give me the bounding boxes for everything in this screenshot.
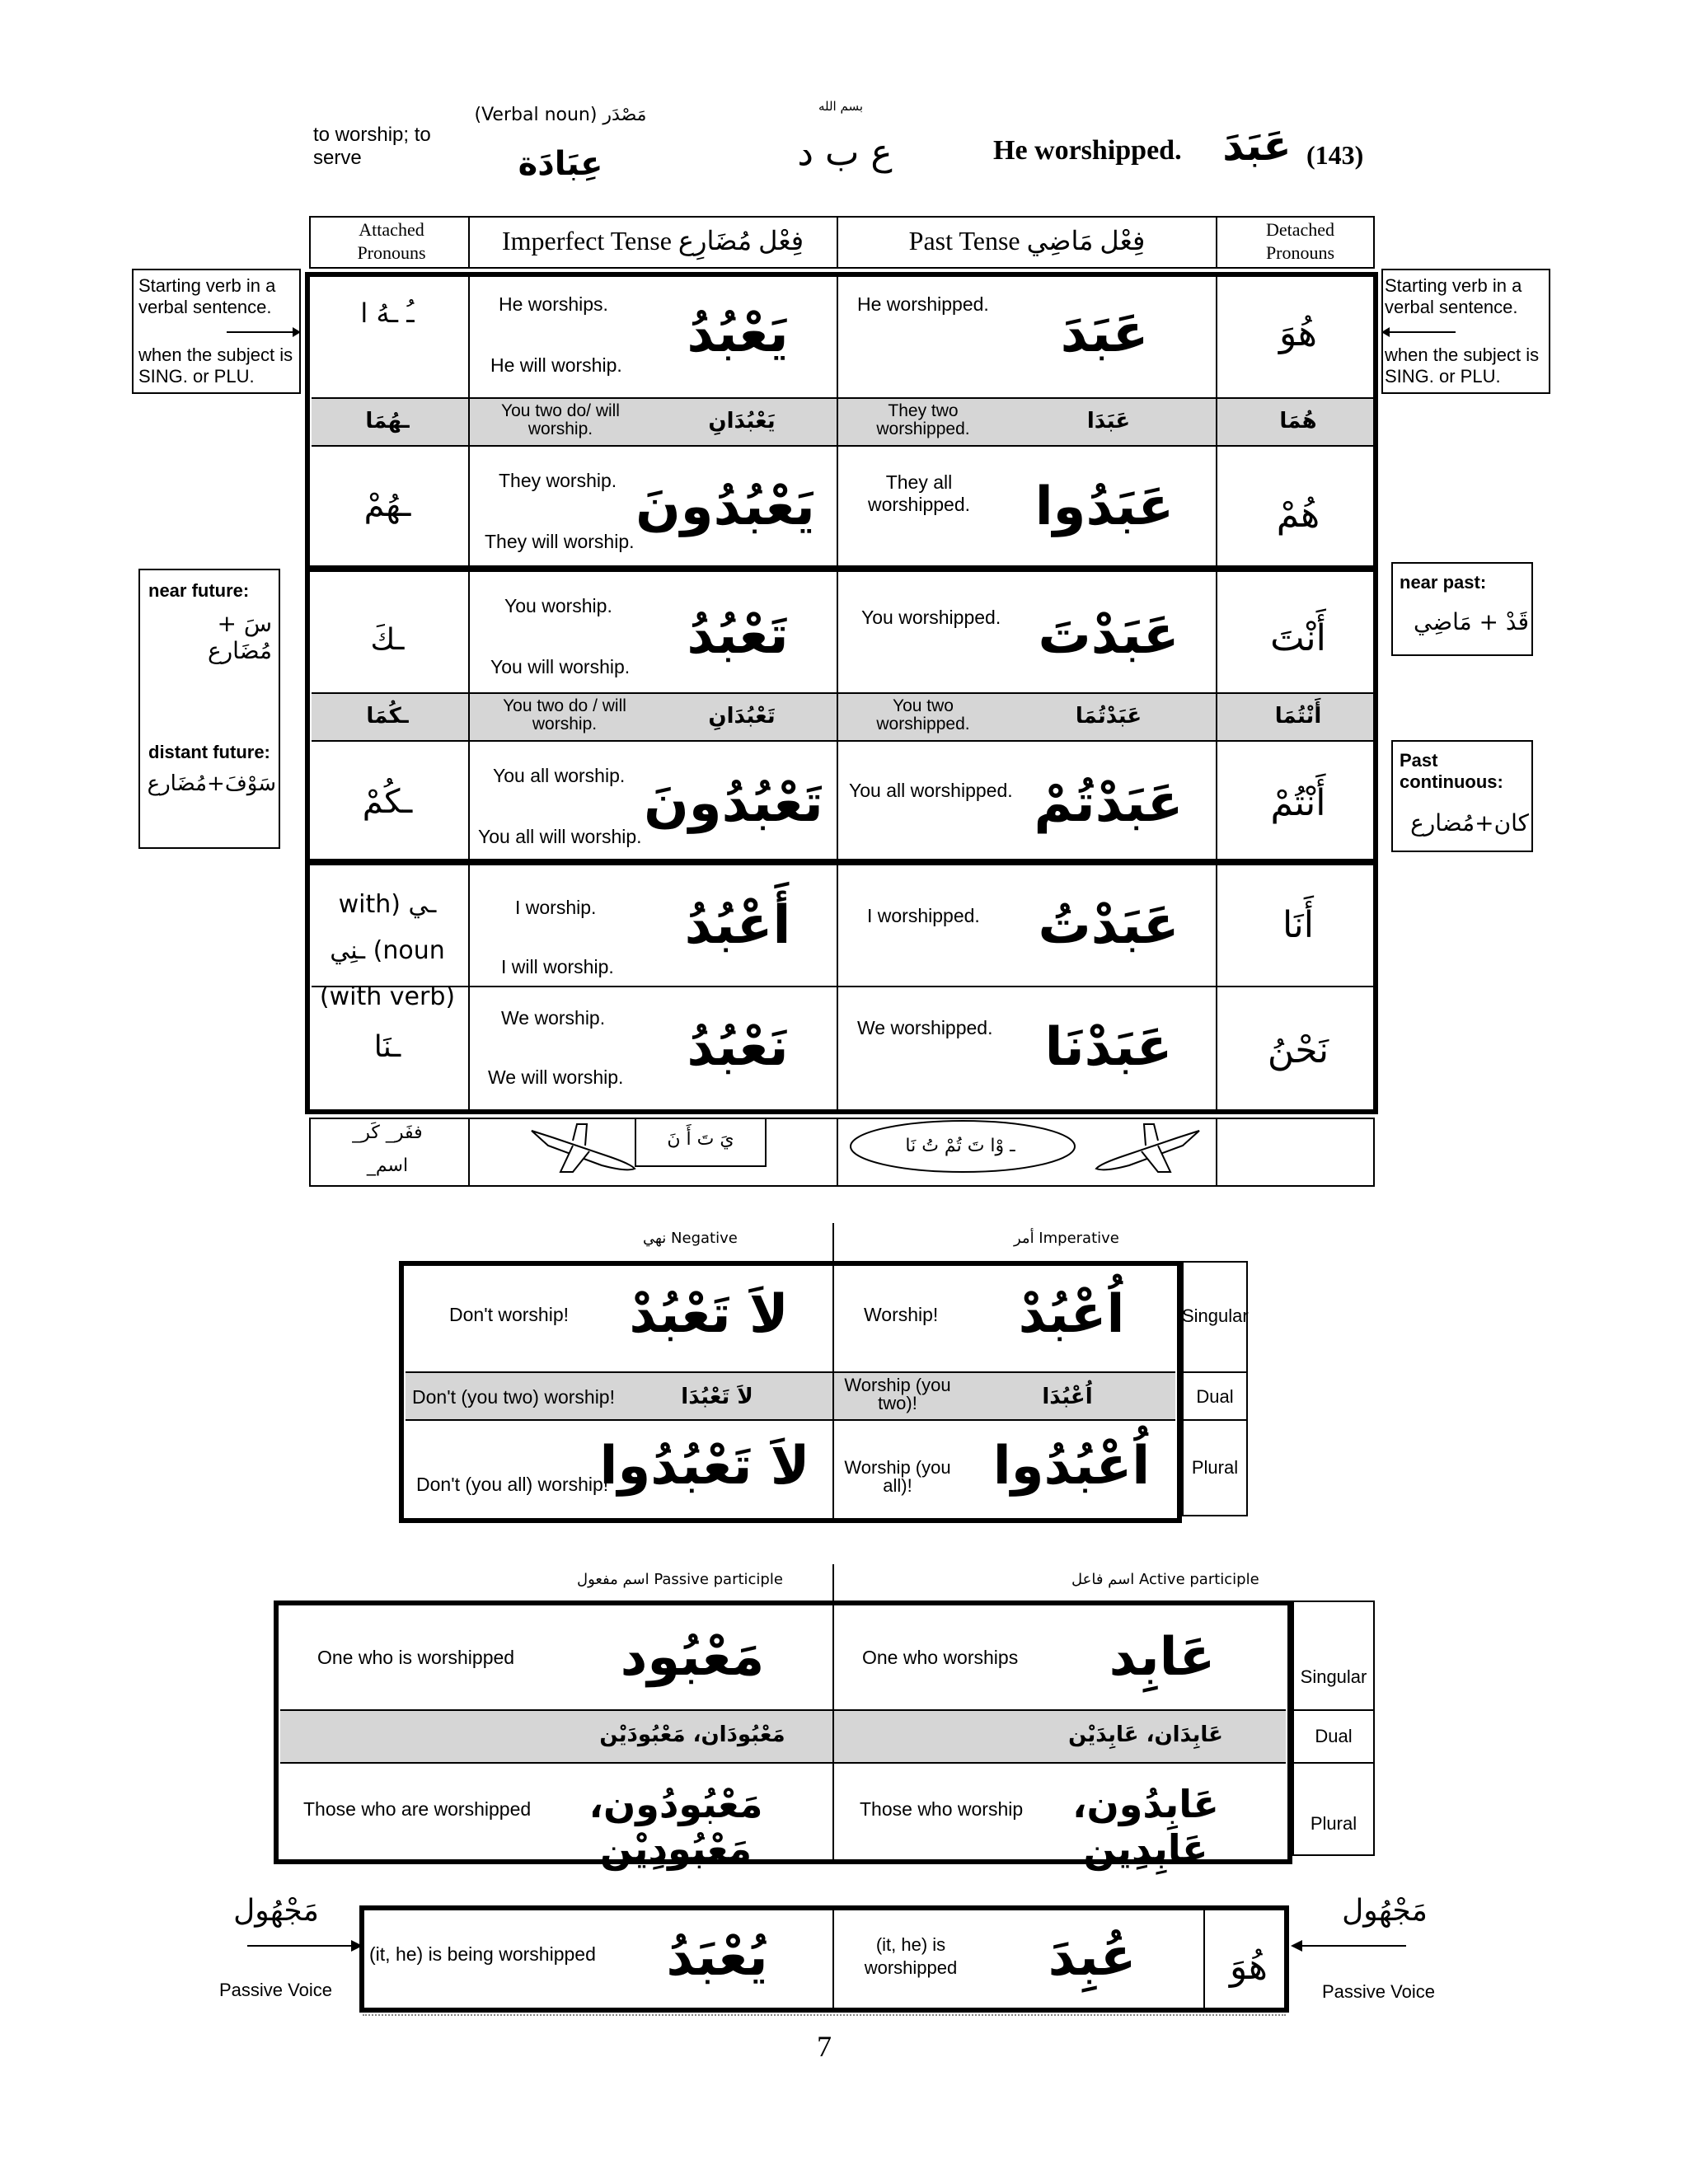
detached-nahnu: نَحْنُ xyxy=(1267,1029,1329,1071)
imp-en-c: Worship (you all)! xyxy=(844,1457,951,1496)
act-ar-2: عَابِدَان، عَابِدَيْن xyxy=(1068,1722,1223,1747)
imp-en-2: You two do/ will worship. xyxy=(501,401,620,438)
near-future-formula: سَ + مُضَارع xyxy=(207,610,272,664)
pas-en-3: Those who are worshipped xyxy=(303,1798,532,1820)
note-right-top-line2: when the subject is SING. or PLU. xyxy=(1385,344,1540,387)
detached-antum: أَنْتُمْ xyxy=(1270,782,1326,824)
passive-right-label-ar: مَجْهُول xyxy=(1342,1894,1428,1928)
imp-ar-c: اُعْبُدُوا xyxy=(992,1436,1151,1497)
past-en-6: You all worshipped. xyxy=(849,780,1013,801)
note-left-top-line2: when the subject is SING. or PLU. xyxy=(138,344,293,387)
past-ar-6: عَبَدْتُمْ xyxy=(1034,773,1184,834)
imp-en-3b: They will worship. xyxy=(485,531,635,552)
pas-ar-3: مَعْبُودُون، مَعْبُودِيْن xyxy=(588,1782,763,1871)
neg-en-3: Don't (you all) worship! xyxy=(416,1474,609,1495)
passive-arrow-icon xyxy=(247,1940,363,1952)
num-dual: Dual xyxy=(1196,1386,1234,1407)
past-en-3: They all worshipped. xyxy=(867,471,971,515)
past-en-2: They two worshipped. xyxy=(876,401,970,438)
imp-ar-7: أَعْبُدُ xyxy=(684,895,791,956)
root-letters: ع ب د xyxy=(797,132,893,174)
pas-ar-1: مَعْبُود xyxy=(620,1627,765,1688)
strip-left-b: اسم_ xyxy=(366,1155,409,1176)
act-en-3: Those who worship xyxy=(860,1798,1024,1820)
imp-en-7: I worship. xyxy=(515,897,597,918)
passive-imp-ar: يُعْبَدُ xyxy=(666,1927,768,1988)
detached-antuma: أَنْتُمَا xyxy=(1274,704,1322,729)
passive-past-ar: عُبِدَ xyxy=(1048,1927,1137,1988)
near-past-formula: قَدْ + مَاضِي xyxy=(1414,608,1529,635)
past-en-7: I worshipped. xyxy=(867,905,980,926)
past-ar-3: عَبَدُوا xyxy=(1034,476,1175,537)
past-ar-5: عَبَدْتُمَا xyxy=(1075,704,1142,729)
past-ar-8: عَبَدْنَا xyxy=(1044,1017,1173,1078)
conjugation-number: (143) xyxy=(1306,140,1364,170)
imp-en-8b: We will worship. xyxy=(488,1066,624,1088)
attached-kuma: ـكُمَا xyxy=(366,704,409,729)
past-en-8: We worshipped. xyxy=(857,1017,993,1038)
note-left-top-line1: Starting verb in a verbal sentence. xyxy=(138,275,276,317)
attached-na: ـنَا xyxy=(373,1030,401,1064)
masdar-label: مَصْدَر (Verbal noun) xyxy=(474,105,647,125)
col-header-attached: Attached Pronouns xyxy=(357,219,426,263)
imp-ar-6: تَعْبُدُونَ xyxy=(644,773,823,834)
airplane-icon xyxy=(528,1114,643,1180)
detached-huma: هُمَا xyxy=(1279,409,1317,434)
imperfect-prefixes: يَ تَ أَ نَ xyxy=(667,1129,734,1150)
past-en-4: You worshipped. xyxy=(861,607,1001,628)
meaning-text: to worship; to serve xyxy=(313,124,431,169)
neg-ar-1: لاَ تَعْبُدْ xyxy=(629,1284,789,1345)
act-ar-1: عَابِد xyxy=(1109,1627,1216,1688)
passive-right-label-en: Passive Voice xyxy=(1322,1981,1435,2002)
attached-hum: ـهُمْ xyxy=(363,486,411,524)
attached-huma: ـهُمَا xyxy=(365,409,410,434)
active-participle-label: Active participle اسم فاعل xyxy=(1071,1571,1259,1588)
distant-future-formula: سَوْفَ+مُضَارع xyxy=(147,771,276,796)
past-ar-2: عَبَدَا xyxy=(1086,409,1131,434)
past-ar-7: عَبَدْتُ xyxy=(1038,895,1179,956)
col-header-imperfect: Imperfect Tense فِعْل مُضَارِع xyxy=(501,226,804,255)
imp-en-6: You all worship. xyxy=(493,765,626,786)
masdar-word: عِبَادَة xyxy=(518,145,603,183)
imp-en-4b: You will worship. xyxy=(490,656,631,677)
past-en-1: He worshipped. xyxy=(857,293,989,315)
imp-en-6b: You all will worship. xyxy=(478,826,642,847)
imp-ar-2: يَعْبُدَانِ xyxy=(708,409,776,434)
imp-en-7b: I will worship. xyxy=(501,956,614,977)
title-en: He worshipped. xyxy=(993,135,1182,166)
pas-en-1: One who is worshipped xyxy=(317,1647,515,1668)
imp-en-1b: He will worship. xyxy=(490,354,622,376)
attached-ya-ni: ـي (with noun) ـنِي (with verb) xyxy=(319,890,456,1011)
title-ar: عَبَدَ xyxy=(1222,122,1292,170)
imp-ar-b: اُعْبُدَا xyxy=(1042,1385,1093,1409)
imp-ar-8: نَعْبُدُ xyxy=(687,1017,789,1078)
passive-left-label-ar: مَجْهُول xyxy=(233,1894,319,1928)
strip-left-a: ففَر_ كَر_ xyxy=(352,1122,423,1143)
detached-anta: أَنْتَ xyxy=(1270,617,1326,659)
pnum-plural: Plural xyxy=(1310,1813,1357,1834)
passive-left-label-en: Passive Voice xyxy=(219,1980,332,2000)
past-ar-4: عَبَدْتَ xyxy=(1038,605,1179,666)
near-future-label: near future: xyxy=(148,580,250,601)
neg-ar-2: لاَ تَعْبُدَا xyxy=(681,1385,753,1409)
detached-hum: هُمْ xyxy=(1276,494,1320,536)
near-past-label: near past: xyxy=(1400,572,1487,593)
col-header-past: Past Tense فِعْل مَاضِي xyxy=(908,226,1146,255)
imp-en-b: Worship (you two)! xyxy=(844,1375,951,1413)
imp-ar-3: يَعْبُدُونَ xyxy=(635,476,815,537)
past-continuous-label: Past continuous: xyxy=(1400,750,1503,792)
imp-en-a: Worship! xyxy=(864,1304,939,1325)
num-plural: Plural xyxy=(1191,1457,1239,1478)
page-number: 7 xyxy=(817,2030,832,2063)
imp-ar-4: تَعْبُدُ xyxy=(687,605,789,666)
past-suffixes: ـ وْا تَ تُمْ تُ نَا xyxy=(905,1136,1015,1156)
attached-hu: ـُ ـهُ ا xyxy=(360,298,415,329)
attached-kum: ـكُمْ xyxy=(362,783,413,821)
imp-en-4: You worship. xyxy=(504,595,612,616)
act-en-1: One who worships xyxy=(862,1647,1019,1668)
act-ar-3: عَابِدُون، عَابِدِين xyxy=(1072,1782,1219,1871)
col-header-detached: Detached Pronouns xyxy=(1265,219,1335,263)
neg-en-2: Don't (you two) worship! xyxy=(412,1386,615,1408)
past-en-5: You two worshipped. xyxy=(876,696,970,733)
passive-arrow-left-icon xyxy=(1291,1940,1406,1952)
imp-en-1: He worships. xyxy=(499,293,608,315)
imp-ar-a: اُعْبُدْ xyxy=(1018,1284,1125,1345)
imp-ar-5: تَعْبُدَانِ xyxy=(708,704,776,729)
neg-label: Negative نهي xyxy=(643,1230,738,1247)
pnum-dual: Dual xyxy=(1315,1726,1353,1746)
past-ar-1: عَبَدَ xyxy=(1060,303,1149,364)
arrow-left-icon xyxy=(1381,326,1456,336)
imp-ar-1: يَعْبُدُ xyxy=(687,303,789,364)
neg-ar-3: لاَ تَعْبُدُوا xyxy=(599,1436,810,1497)
note-right-top-line1: Starting verb in a verbal sentence. xyxy=(1385,275,1522,317)
detached-hu: هُوَ xyxy=(1279,312,1317,354)
passive-past-en: (it, he) is worshipped xyxy=(864,1934,958,1978)
passive-imp-en: (it, he) is being worshipped xyxy=(369,1943,596,1965)
pnum-singular: Singular xyxy=(1300,1666,1367,1687)
passive-detached: هُوَ xyxy=(1230,1946,1268,1988)
arrow-right-icon xyxy=(227,326,301,336)
attached-ka: ـكَ xyxy=(370,623,405,657)
imp-en-3: They worship. xyxy=(499,470,617,491)
neg-en-1: Don't worship! xyxy=(449,1304,570,1325)
detached-ana: أَنَا xyxy=(1282,904,1314,946)
imp-en-5: You two do / will worship. xyxy=(503,696,626,733)
pas-ar-2: مَعْبُودَان، مَعْبُودَيْن xyxy=(599,1722,785,1747)
distant-future-label: distant future: xyxy=(148,742,270,762)
passive-participle-label: Passive participle اسم مفعول xyxy=(577,1571,783,1588)
dual-row-2nd xyxy=(312,692,1373,740)
imp-en-8: We worship. xyxy=(501,1007,606,1029)
past-continuous-formula: كان+مُضارع xyxy=(1410,809,1529,837)
bismillah-text: بسم الله xyxy=(818,99,864,114)
airplane-icon-2 xyxy=(1088,1114,1203,1180)
imp-label: Imperative أمر xyxy=(1014,1230,1119,1247)
num-singular: Singular xyxy=(1182,1305,1249,1326)
dual-row-3rd xyxy=(312,397,1373,445)
dotted-divider xyxy=(363,2014,1286,2016)
